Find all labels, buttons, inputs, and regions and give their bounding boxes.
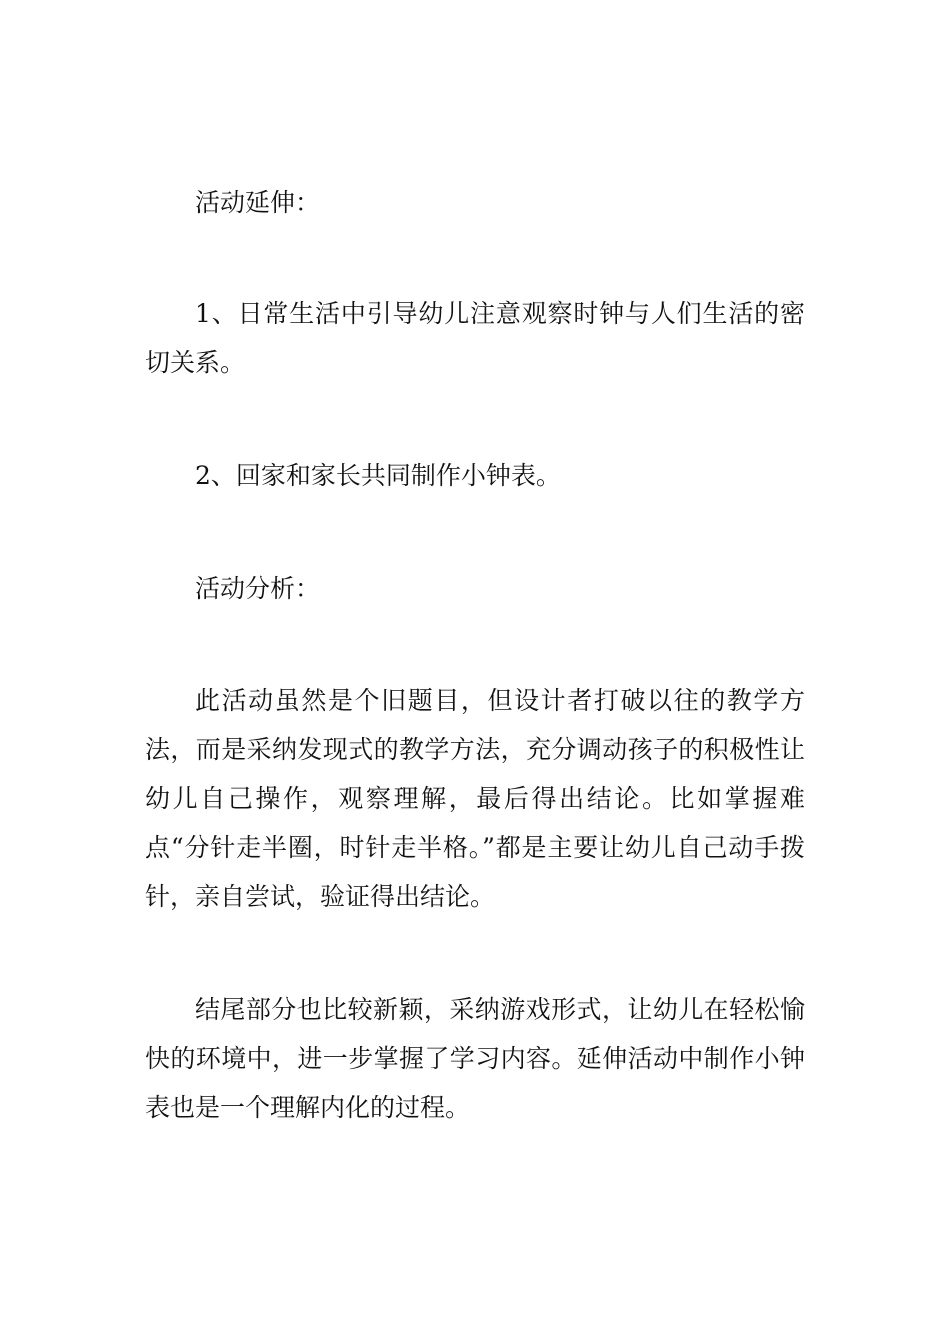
extension-item-1: 1、日常生活中引导幼儿注意观察时钟与人们生活的密切关系。 [145, 299, 805, 377]
analysis-paragraph-1: 此活动虽然是个旧题目，但设计者打破以往的教学方法，而是采纳发现式的教学方法，充分调动孩子的积极性让幼儿自己操作，观察理解，最后得出结论。比如掌握难点“分针走半圈，时针走半格。”都是主要让幼儿自己动手拨针，亲自尝试，验证得出结论。 [145, 686, 805, 911]
extension-item-2: 2、回家和家长共同制作小钟表。 [195, 461, 561, 490]
analysis-paragraph-2: 结尾部分也比较新颖，采纳游戏形式，让幼儿在轻松愉快的环境中，进一步掌握了学习内容。延伸活动中制作小钟表也是一个理解内化的过程。 [145, 995, 805, 1122]
document-body [145, 178, 805, 1132]
heading-activity-extension: 活动延伸： [195, 188, 321, 217]
heading-activity-analysis: 活动分析： [195, 574, 321, 603]
